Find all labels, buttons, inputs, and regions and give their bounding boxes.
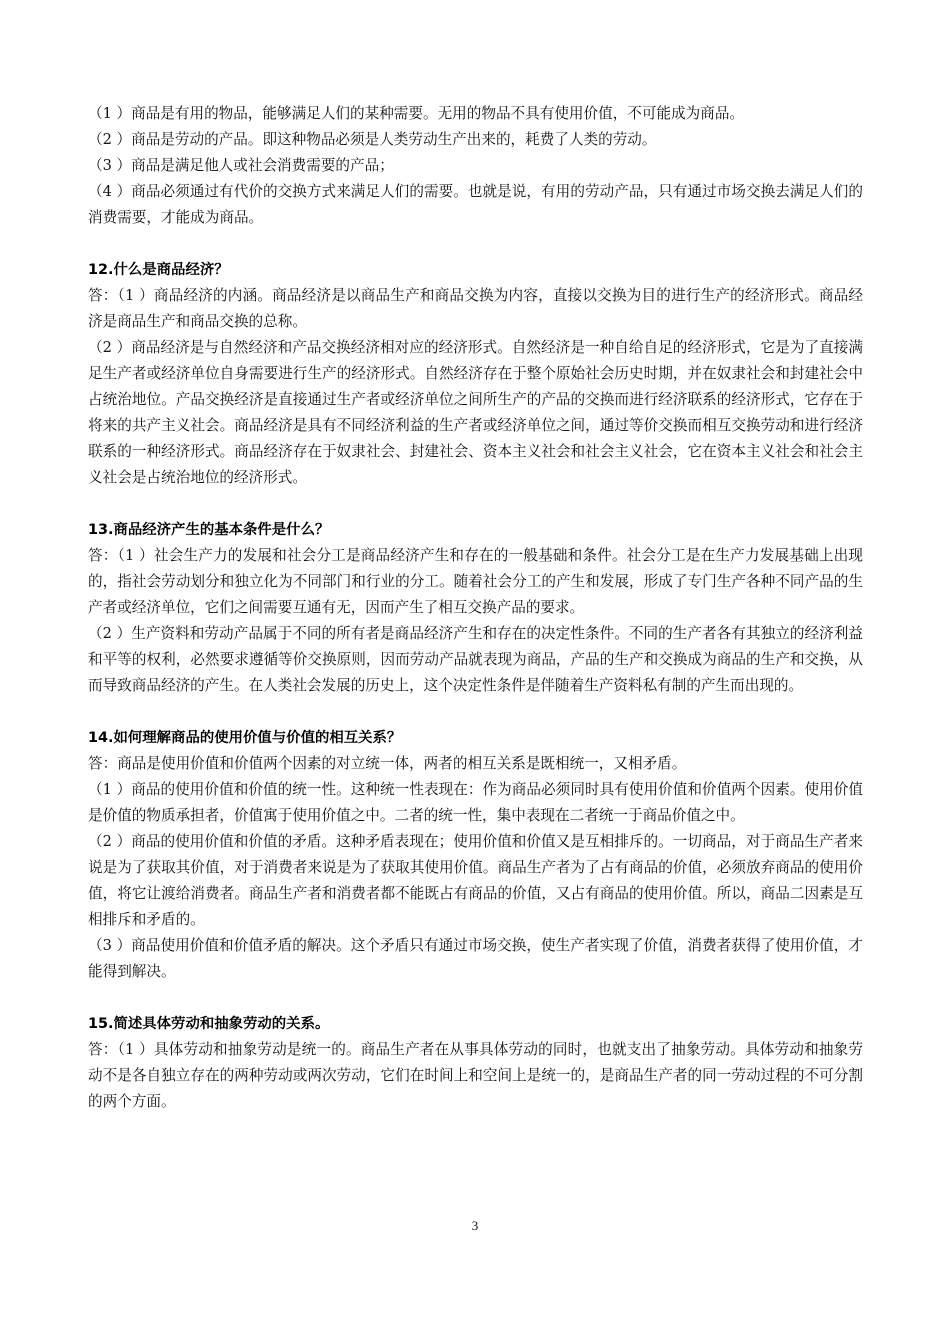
- question-12-title: 12.什么是商品经济？: [88, 262, 229, 278]
- question-15-answer-1: 答：（1 ）具体劳动和抽象劳动是统一的。商品生产者在从事具体劳动的同时，也就支出了抽象劳动。具体劳动和抽象劳动不是各自独立存在的两种劳动或两次劳动，它们在时间上和空间上是统一的，是商品生产者的同一劳动过程的不可分割的两个方面。: [88, 1041, 863, 1110]
- intro-section: [88, 101, 863, 231]
- section-gap: [88, 699, 863, 725]
- intro-item-1: （1 ）商品是有用的物品，能够满足人们的某种需要。无用的物品不具有使用价值，不可能成为商品。: [88, 105, 745, 122]
- page-content: [88, 101, 863, 1115]
- intro-item-3: （3 ）商品是满足他人或社会消费需要的产品；: [88, 157, 394, 174]
- question-14-answer-4: （3 ）商品使用价值和价值矛盾的解决。这个矛盾只有通过市场交换，使生产者实现了价值，消费者获得了使用价值，才能得到解决。: [88, 937, 863, 980]
- page-number: 3: [471, 1218, 479, 1233]
- question-14-answer-2: （1 ）商品的使用价值和价值的统一性。这种统一性表现在：作为商品必须同时具有使用价值和价值两个因素。使用价值是价值的物质承担者，价值寓于使用价值之中。二者的统一性，集中表现在二者统一于商品价值之中。: [88, 781, 863, 824]
- section-gap: [88, 231, 863, 257]
- intro-item-2: （2 ）商品是劳动的产品。即这种物品必须是人类劳动生产出来的，耗费了人类的劳动。: [88, 131, 657, 148]
- section-gap: [88, 491, 863, 517]
- question-13-answer-2: （2 ）生产资料和劳动产品属于不同的所有者是商品经济产生和存在的决定性条件。不同的生产者各有其独立的经济利益和平等的权利，必然要求遵循等价交换原则，因而劳动产品就表现为商品，产品的生产和交换成为商品的生产和交换，从而导致商品经济的产生。在人类社会发展的历史上，这个决定性条件是伴随着生产资料私有制的产生而出现的。: [88, 625, 863, 694]
- question-13-section: [88, 517, 863, 699]
- intro-item-4: （4 ）商品必须通过有代价的交换方式来满足人们的需要。也就是说，有用的劳动产品，只有通过市场交换去满足人们的消费需要，才能成为商品。: [88, 183, 863, 226]
- question-14-answer-3: （2 ）商品的使用价值和价值的矛盾。这种矛盾表现在；使用价值和价值又是互相排斥的。一切商品，对于商品生产者来说是为了获取其价值，对于消费者来说是为了获取其使用价值。商品生产者为了占有商品的价值，必须放弃商品的使用价值，将它让渡给消费者。商品生产者和消费者都不能既占有商品的价值，又占有商品的使用价值。所以，商品二因素是互相排斥和矛盾的。: [88, 833, 863, 928]
- question-14-section: [88, 725, 863, 985]
- question-14-title: 14.如何理解商品的使用价值与价值的相互关系？: [88, 730, 402, 746]
- question-12-answer-2: （2 ）商品经济是与自然经济和产品交换经济相对应的经济形式。自然经济是一种自给自足的经济形式，它是为了直接满足生产者或经济单位自身需要进行生产的经济形式。自然经济存在于整个原始社会历史时期，并在奴隶社会和封建社会中占统治地位。产品交换经济是直接通过生产者或经济单位之间所生产的产品的交换而进行经济联系的经济形式，它存在于将来的共产主义社会。商品经济是具有不同经济利益的生产者或经济单位之间，通过等价交换而相互交换劳动和进行经济联系的一种经济形式。商品经济存在于奴隶社会、封建社会、资本主义社会和社会主义社会，它在资本主义社会和社会主义社会是占统治地位的经济形式。: [88, 339, 863, 486]
- question-12-section: [88, 257, 863, 491]
- question-15-section: [88, 1011, 863, 1115]
- question-13-title: 13.商品经济产生的基本条件是什么？: [88, 522, 330, 538]
- question-13-answer-1: 答：（1 ）社会生产力的发展和社会分工是商品经济产生和存在的一般基础和条件。社会分工是在生产力发展基础上出现的，指社会劳动划分和独立化为不同部门和行业的分工。随着社会分工的产生和发展，形成了专门生产各种不同产品的生产者或经济单位，它们之间需要互通有无，因而产生了相互交换产品的要求。: [88, 547, 863, 616]
- question-14-answer-1: 答：商品是使用价值和价值两个因素的对立统一体，两者的相互关系是既相统一，又相矛盾。: [88, 755, 687, 772]
- question-15-title: 15.简述具体劳动和抽象劳动的关系。: [88, 1016, 330, 1032]
- question-12-answer-1: 答：（1 ）商品经济的内涵。商品经济是以商品生产和商品交换为内容，直接以交换为目的进行生产的经济形式。商品经济是商品生产和商品交换的总称。: [88, 287, 863, 330]
- section-gap: [88, 985, 863, 1011]
